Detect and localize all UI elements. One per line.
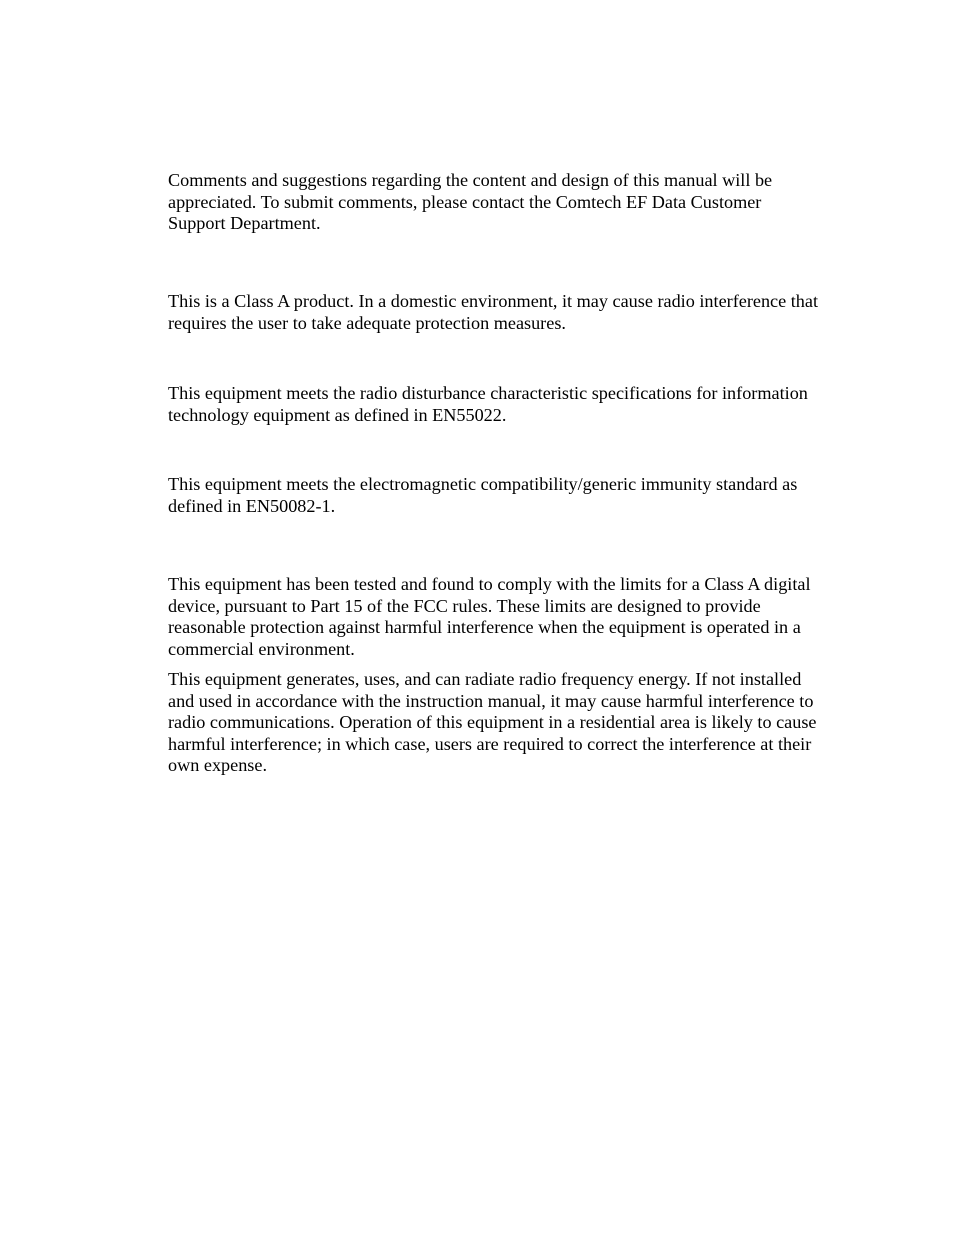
fcc-compliance-paragraph: This equipment has been tested and found to comply with the limits for a Class A digital device, pursuant to Part 15 of the FCC rules. These limits are designed to provide reasonable protection against harmful interference when the equipment is operated in a commercial environment.	[168, 574, 811, 659]
comments-paragraph: Comments and suggestions regarding the content and design of this manual will be appreciated. To submit comments, please contact the Comtech EF Data Customer Support Department.	[168, 170, 773, 234]
rf-energy-paragraph: This equipment generates, uses, and can radiate radio frequency energy. If not installed and used in accordance with the instruction manual, it may cause harmful interference to radio communications. Operation of this equipment in a residential area is likely to cause harmful interference; in which case, users are required to correct the interference at their own expense.	[168, 669, 817, 776]
en50082-paragraph: This equipment meets the electromagnetic compatibility/generic immunity standard as defined in EN50082-1.	[168, 474, 798, 516]
en55022-paragraph: This equipment meets the radio disturbance characteristic specifications for information technology equipment as defined in EN55022.	[168, 383, 808, 425]
class-a-warning-paragraph: This is a Class A product. In a domestic environment, it may cause radio interference that requires the user to take adequate protection measures.	[168, 291, 819, 333]
